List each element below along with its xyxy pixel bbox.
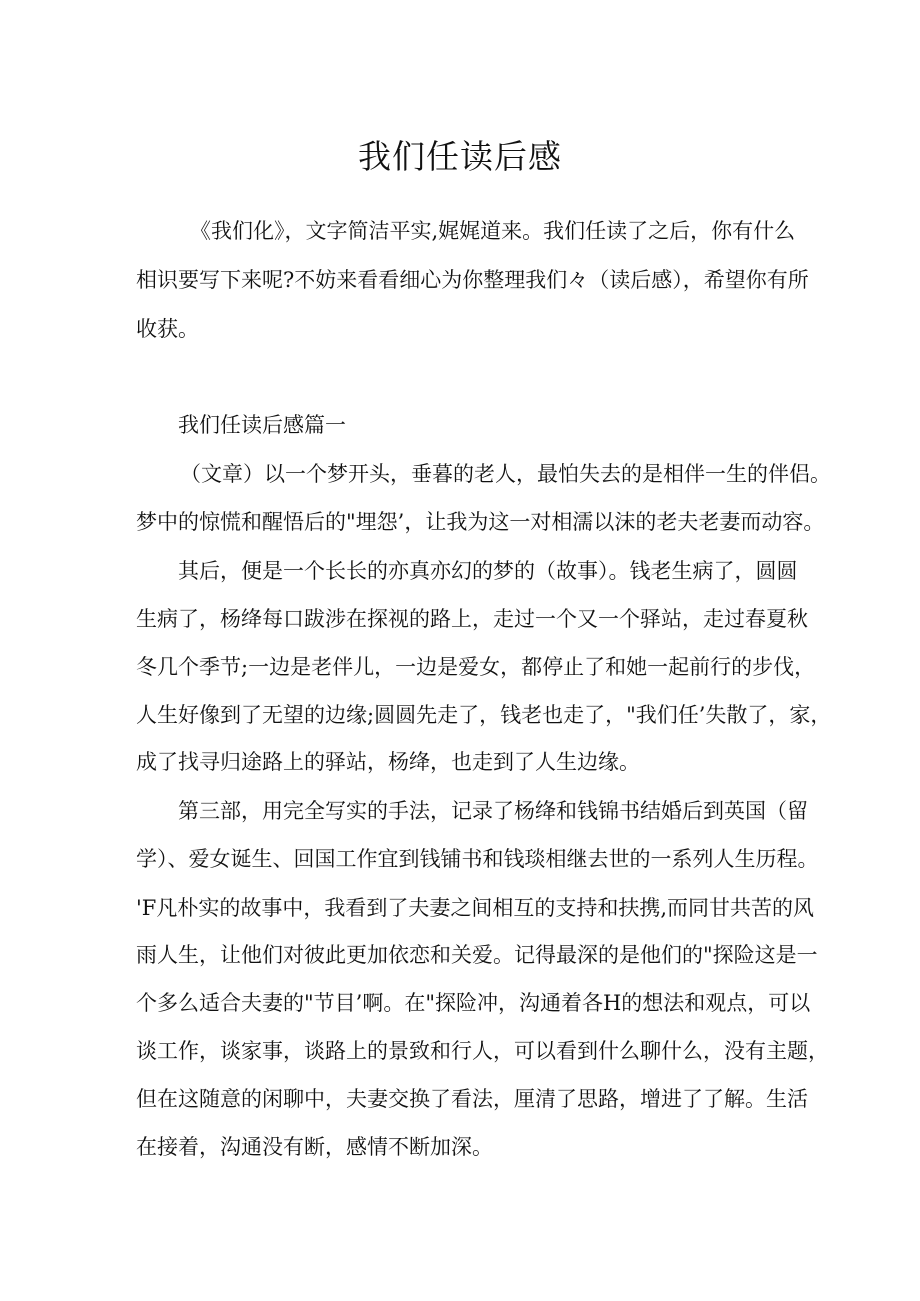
- body-line-4: 生病了，杨绛每口跋涉在探视的路上，走过一个又一个驿站，走过春夏秋: [136, 607, 808, 631]
- body-line-13: 谈工作，谈家事，谈路上的景致和行人，可以看到什么聊什么，没有主题，: [136, 1039, 829, 1063]
- intro-line-1: 《我们化》，文字简洁平实,娓娓道来。我们任读了之后，你有什么: [190, 219, 796, 243]
- page-title: 我们任读后感: [358, 137, 562, 176]
- section-heading: 我们任读后感篇一: [178, 413, 346, 437]
- body-line-9: 学）、爱女诞生、回国工作宜到钱铺书和钱琰相继去世的一系列人生历程。: [136, 847, 819, 871]
- body-line-11: 雨人生，让他们对彼此更加依恋和关爱。记得最深的是他们的"探险这是一: [136, 943, 818, 967]
- body-line-12: 个多么适合夫妻的"节目’啊。在"探险冲，沟通着各H的想法和观点，可以: [136, 991, 811, 1015]
- body-line-2: 梦中的惊慌和醒悟后的"埋怨’，让我为这一对相濡以沫的老夫老妻而动容。: [136, 510, 825, 534]
- intro-line-3: 收获。: [136, 317, 199, 341]
- body-line-3: 其后，便是一个长长的亦真亦幻的梦的（故事）。钱老生病了，圆圆: [178, 559, 798, 583]
- body-line-10: 'F凡朴实的故事中，我看到了夫妻之间相互的支持和扶携,而同甘共苦的风: [136, 896, 815, 920]
- body-line-15: 在接着，沟通没有断，感情不断加深。: [136, 1135, 493, 1159]
- body-line-1: （文章）以一个梦开头，垂暮的老人，最怕失去的是相伴一生的伴侣。: [180, 462, 831, 486]
- body-line-5: 冬几个季节;一边是老伴儿，一边是爱女，都停止了和她一起前行的步伐，: [136, 655, 816, 679]
- body-line-6: 人生好像到了无望的边缘;圆圆先走了，钱老也走了，"我们任’失散了，家，: [136, 703, 832, 727]
- body-line-8: 第三部，用完全写实的手法，记录了杨绛和钱锦书结婚后到英国（留: [178, 799, 808, 823]
- body-line-14: 但在这随意的闲聊中，夫妻交换了看法，厘清了思路，增进了了解。生活: [136, 1087, 808, 1111]
- body-line-7: 成了找寻归途路上的驿站，杨绛，也走到了人生边缘。: [136, 750, 640, 774]
- intro-line-2: 相识要写下来呢?不妨来看看细心为你整理我们々（读后感），希望你有所: [136, 268, 809, 292]
